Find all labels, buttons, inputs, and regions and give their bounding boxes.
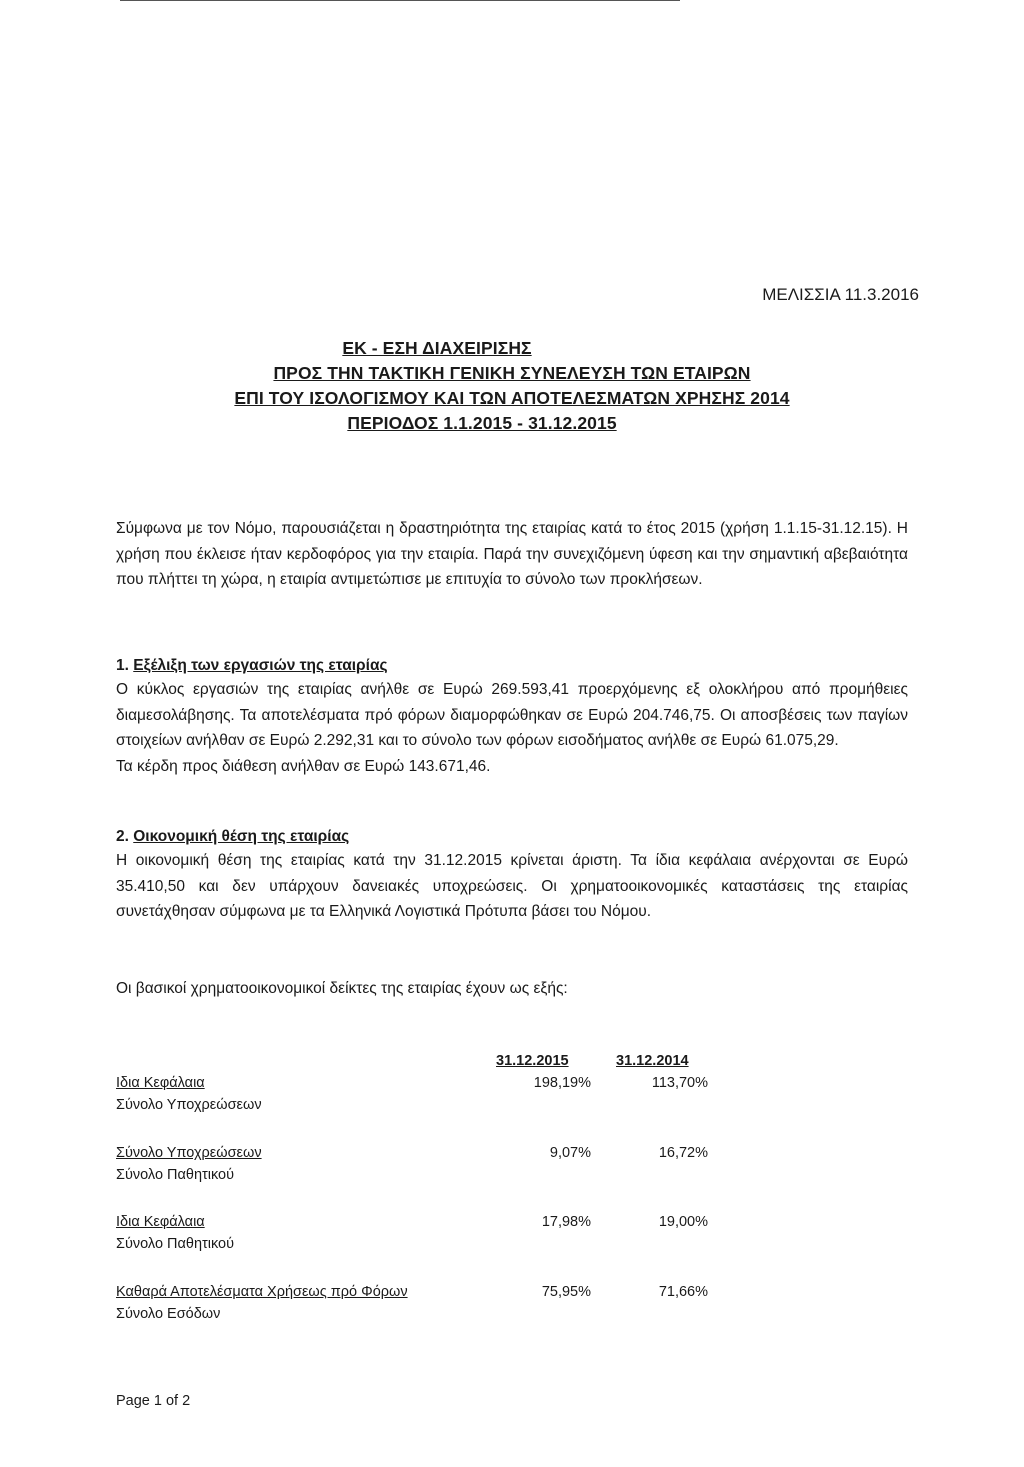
column-header-2015: 31.12.2015 (496, 1053, 569, 1069)
section-1-heading (116, 657, 388, 675)
page-number: Page 1 of 2 (116, 1393, 191, 1409)
section-number: 1. (116, 657, 129, 674)
title-line: ΕΠΙ ΤΟΥ ΙΣΟΛΟΓΙΣΜΟΥ ΚΑΙ ΤΩΝ ΑΠΟΤΕΛΕΣΜΑΤΩΝ ΧΡΗΣΗΣ 2014 (234, 388, 790, 408)
ratio-numerator: Ιδια Κεφάλαια (116, 1075, 205, 1091)
section-1-text: Ο κύκλος εργασιών της εταιρίας ανήλθε σε Ευρώ 269.593,41 προερχόμενης εξ ολοκλήρου από προμήθειες διαμεσολάβησης. Τα αποτελέσματα πρό φόρων διαμορφώθηκαν σε Ευρώ 204.746,75. Οι αποσβέσεις των παγίων στοιχείων ανήλθαν σε Ευρώ 2.292,31 και το σύνολο των φόρων εισοδήματος ανήλθε σε Ευρώ 61.075,29. (116, 681, 908, 749)
title-line: ΠΡΟΣ ΤΗΝ ΤΑΚΤΙΚΗ ΓΕΝΙΚΗ ΣΥΝΕΛΕΥΣΗ ΤΩΝ ΕΤΑΙΡΩΝ (273, 363, 751, 383)
ratio-value-2014: 71,66% (658, 1284, 708, 1300)
ratio-row (116, 1145, 716, 1189)
ratio-row (116, 1075, 716, 1119)
ratio-denominator: Σύνολο Υποχρεώσεων (116, 1097, 262, 1113)
ratio-value-2015: 75,95% (541, 1284, 591, 1300)
report-title (0, 336, 1024, 436)
ratio-value-2014: 19,00% (658, 1214, 708, 1230)
column-header-2014: 31.12.2014 (616, 1053, 689, 1069)
ratio-numerator: Καθαρά Αποτελέσματα Χρήσεως πρό Φόρων (116, 1284, 408, 1300)
ratio-denominator: Σύνολο Εσόδων (116, 1306, 221, 1322)
section-1-body (116, 677, 908, 779)
top-rule (120, 0, 680, 1)
ratio-value-2015: 9,07% (549, 1145, 591, 1161)
indicators-intro: Οι βασικοί χρηματοοικονομικοί δείκτες της εταιρίας έχουν ως εξής: (116, 980, 568, 997)
ratio-value-2014: 16,72% (658, 1145, 708, 1161)
ratio-row (116, 1284, 716, 1328)
section-number: 2. (116, 828, 129, 845)
intro-paragraph: Σύμφωνα με τον Νόμο, παρουσιάζεται η δραστηριότητα της εταιρίας κατά το έτος 2015 (χρήση 1.1.15-31.12.15). Η χρήση που έκλεισε ήταν κερδοφόρος για την εταιρία. Παρά την συνεχιζόμενη ύφεση και την σημαντική αβεβαιότητα που πλήττει τη χώρα, η εταιρία αντιμετώπισε με επιτυχία το σύνολο των προκλήσεων. (116, 520, 908, 588)
ratio-value-2014: 113,70% (651, 1075, 708, 1091)
ratio-value-2015: 198,19% (533, 1075, 591, 1091)
title-line: ΕΚ - ΕΣΗ ΔΙΑΧΕΙΡΙΣΗΣ (342, 338, 532, 358)
section-2-heading (116, 828, 349, 846)
ratio-value-2015: 17,98% (541, 1214, 591, 1230)
ratio-row (116, 1214, 716, 1258)
document-date: ΜΕΛΙΣΣΙΑ 11.3.2016 (762, 285, 919, 304)
section-2-text: Η οικονομική θέση της εταιρίας κατά την 31.12.2015 κρίνεται άριστη. Τα ίδια κεφάλαια ανέρχονται σε Ευρώ 35.410,50 και δεν υπάρχουν δανειακές υποχρεώσεις. Οι χρηματοοικονομικές καταστάσεις της εταιρίας συνετάχθησαν σύμφωνα με τα Ελληνικά Λογιστικά Πρότυπα βάσει του Νόμου. (116, 852, 908, 920)
ratio-numerator: Σύνολο Υποχρεώσεων (116, 1145, 262, 1161)
ratio-denominator: Σύνολο Παθητικού (116, 1236, 235, 1252)
title-line: ΠΕΡΙΟΔΟΣ 1.1.2015 - 31.12.2015 (347, 413, 617, 433)
section-title: Οικονομική θέση της εταιρίας (133, 828, 350, 845)
ratio-denominator: Σύνολο Παθητικού (116, 1167, 235, 1183)
ratio-numerator: Ιδια Κεφάλαια (116, 1214, 205, 1230)
section-1-text-2: Τα κέρδη προς διάθεση ανήλθαν σε Ευρώ 143.671,46. (116, 757, 491, 775)
section-title: Εξέλιξη των εργασιών της εταιρίας (133, 657, 388, 674)
